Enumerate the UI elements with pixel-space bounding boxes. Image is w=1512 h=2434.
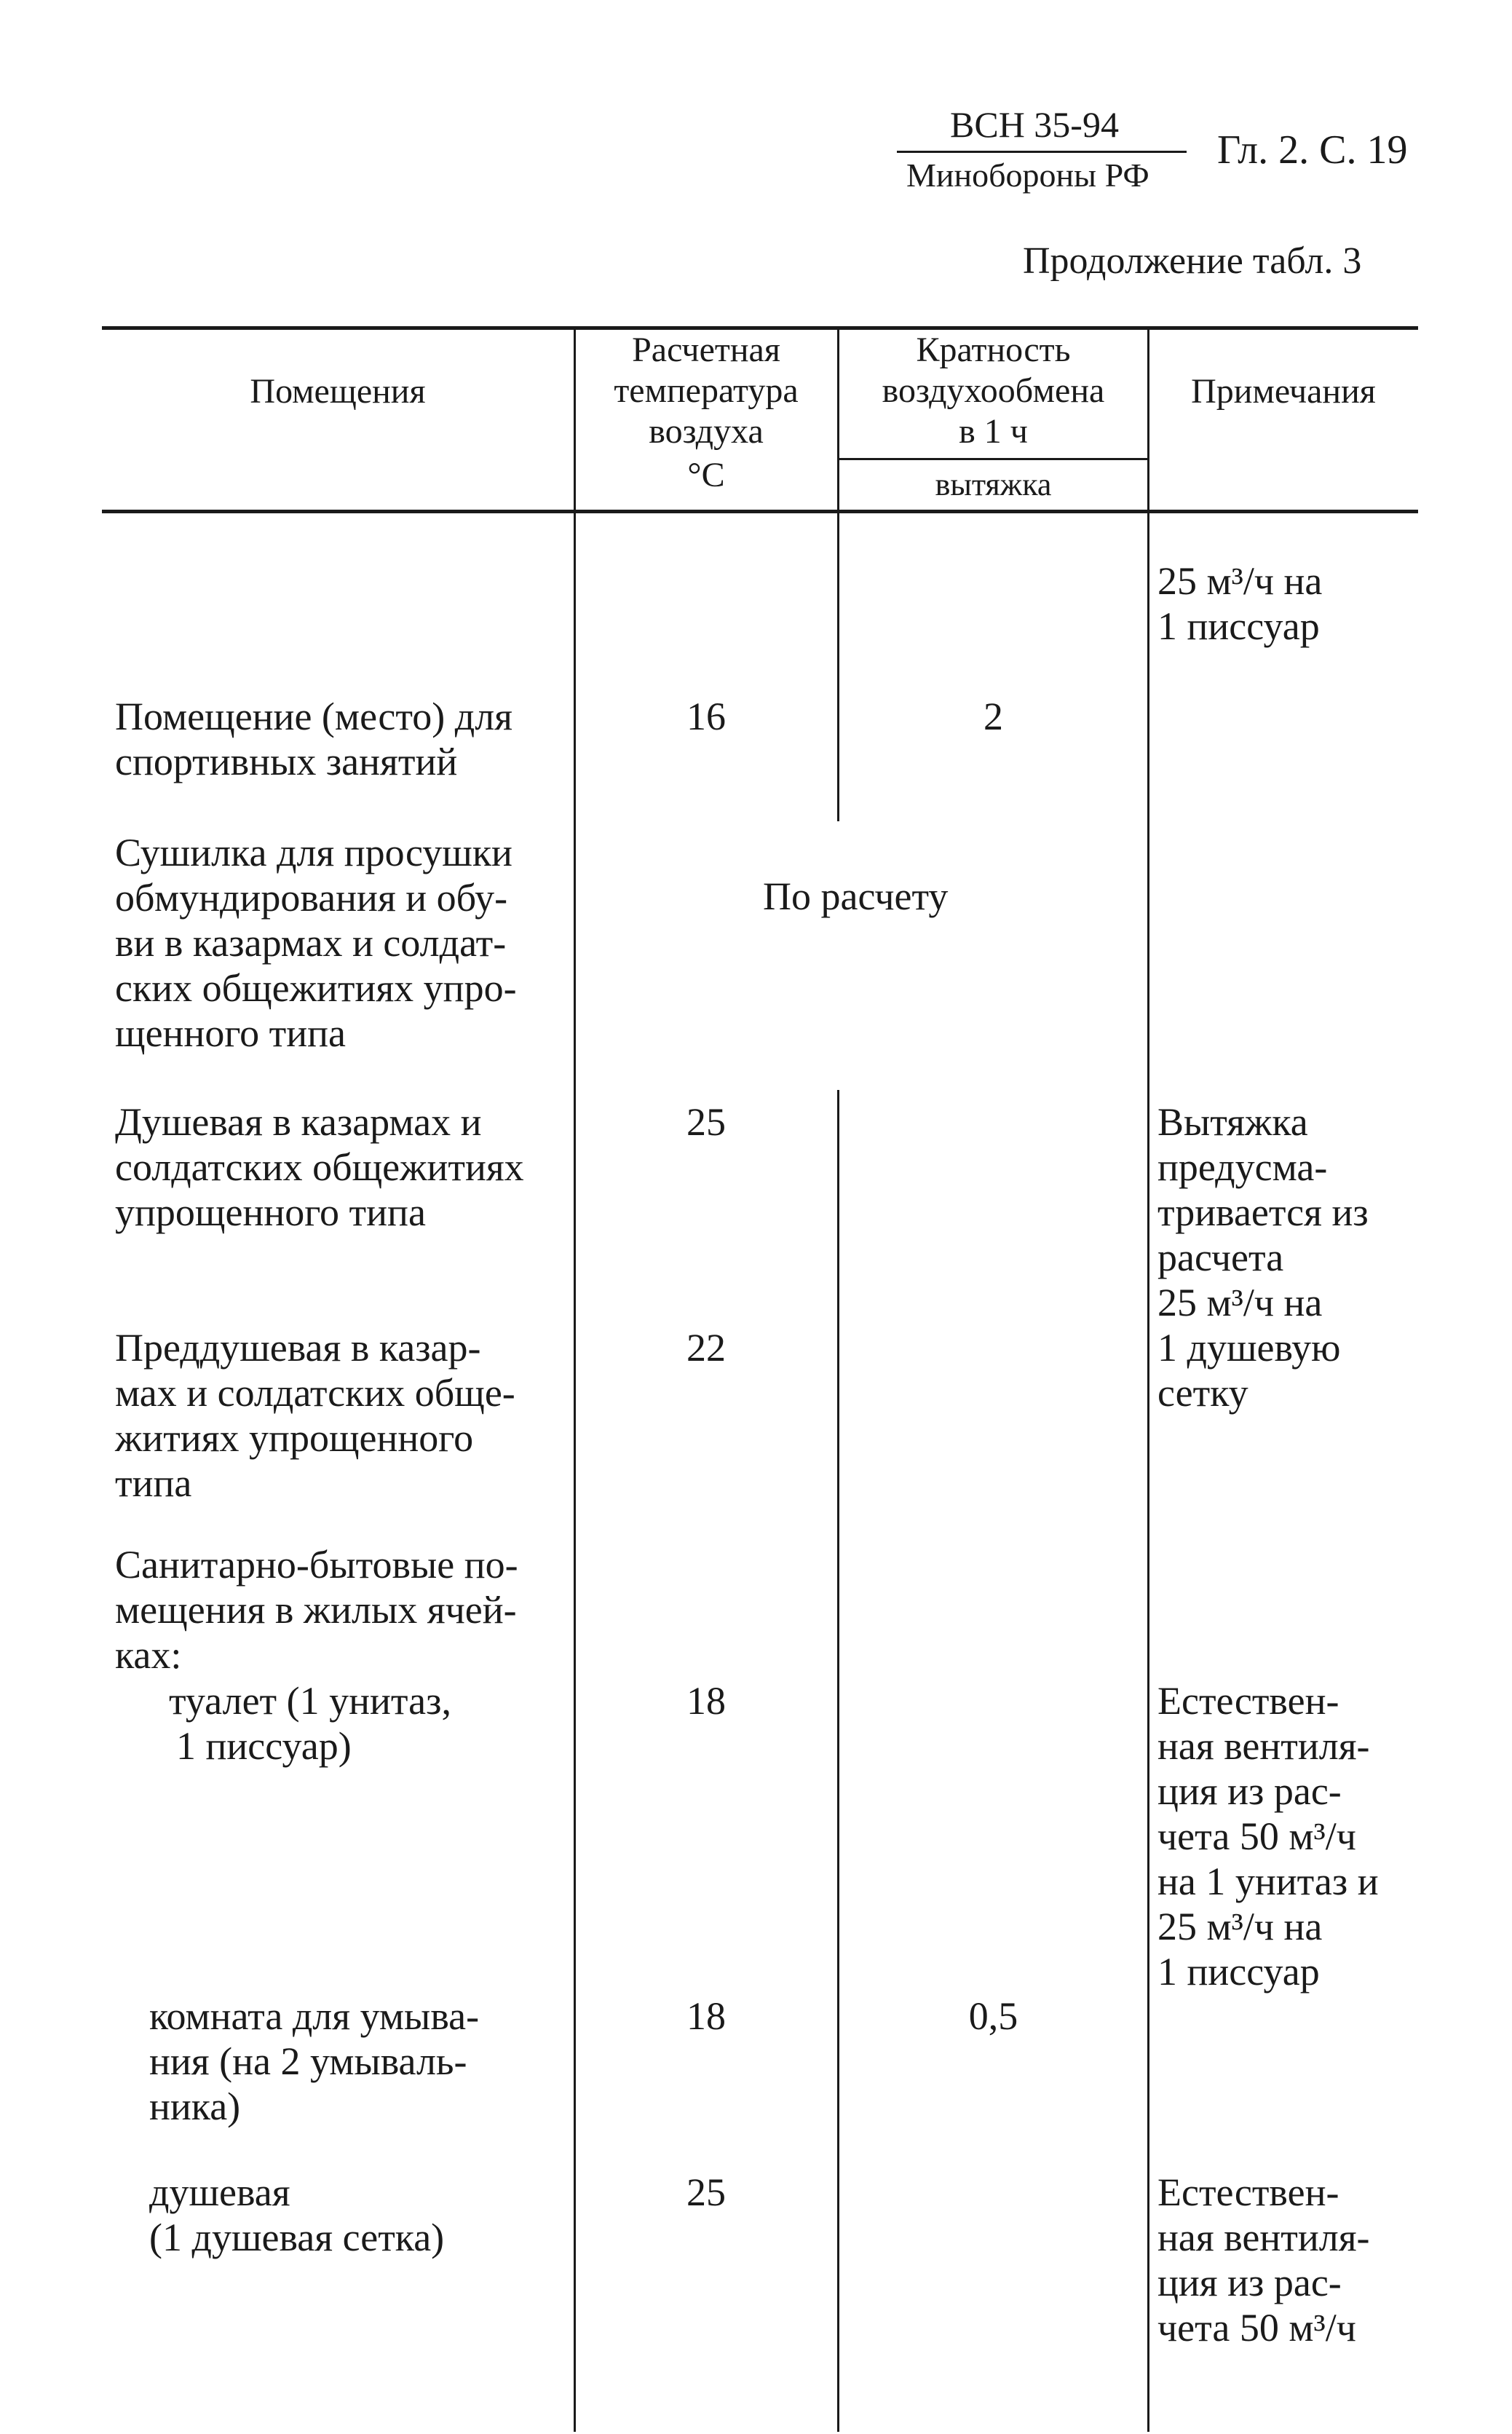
note-line: 1 писсуар [1157,1950,1320,1994]
column-header-rate [839,330,1147,452]
column-rule-rooms [574,326,576,2432]
temperature-value: 22 [686,1326,726,1370]
room-name-line: типа [115,1461,192,1505]
room-name-line: туалет (1 унитаз, [169,1679,451,1723]
room-name-line: спортивных занятий [115,740,458,783]
note-line: ция из рас- [1157,1769,1342,1813]
room-name-line: Душевая в казармах и [115,1100,482,1144]
note-line: 25 м³/ч на [1157,1281,1323,1324]
room-name-line: солдатских общежитиях [115,1145,524,1189]
table-row [169,1678,451,1769]
table-row [115,830,517,1056]
column-header-notes: Примечания [1191,372,1376,411]
column-header-temp [575,330,837,496]
note-line: 1 писсуар [1157,604,1320,648]
note-line: 25 м³/ч на [1157,1905,1323,1948]
note-block [1157,1678,1379,1994]
column-header-temp-line: Расчетная [632,331,780,369]
temperature-value: 25 [686,2170,726,2214]
column-rule-rate [1147,326,1149,2432]
table-row [115,1542,518,1678]
column-header-rate-line: воздухообмена [882,371,1105,410]
room-name-line: Санитарно-бытовые по- [115,1543,518,1587]
room-name-line: мах и солдатских обще- [115,1371,515,1415]
column-header-rooms: Помещения [250,372,426,411]
note-line: Естествен- [1157,1679,1339,1723]
table-caption: Продолжение табл. 3 [1023,240,1362,282]
room-name-line: ника) [149,2085,241,2128]
note-line: ная вентиля- [1157,2216,1370,2259]
document-code-bottom: Минобороны РФ [906,157,1149,194]
column-header-temp-line: воздуха [649,412,764,451]
note-line: ция из рас- [1157,2261,1342,2304]
note-line: сетку [1157,1371,1248,1415]
room-name-line: Помещение (место) для [115,695,512,738]
room-name-line: ках: [115,1633,182,1677]
room-name-line: ви в казармах и солдат- [115,921,507,965]
table-header-bottom-rule [102,510,1418,513]
temperature-value: 16 [686,695,726,738]
room-name-line: мещения в жилых ячей- [115,1588,517,1632]
note-line: расчета [1157,1236,1284,1279]
document-code-top: ВСН 35-94 [950,104,1119,145]
note-line: 1 душевую [1157,1326,1341,1370]
room-name-line: Преддушевая в казар- [115,1326,481,1370]
temperature-value: 25 [686,1100,726,1144]
table-row [115,1325,515,1506]
note-line: тривается из [1157,1190,1369,1234]
rate-subheader-rule [839,458,1147,460]
column-header-rate-subheader: вытяжка [935,467,1052,502]
note-line: предусма- [1157,1145,1328,1189]
column-header-temp-line: температура [614,371,799,410]
room-name-line: ских общежитиях упро- [115,966,517,1010]
room-name-line: комната для умыва- [149,1994,480,2038]
column-header-rate-line: в 1 ч [959,412,1028,451]
room-name-line: ния (на 2 умываль- [149,2039,467,2083]
table-row [115,694,512,784]
room-name-line: упрощенного типа [115,1190,426,1234]
room-name-line: душевая [149,2170,290,2214]
note-line: на 1 унитаз и [1157,1860,1379,1903]
note-line: чета 50 м³/ч [1157,1814,1356,1858]
exchange-rate-value: 2 [983,695,1003,738]
table-row [1157,558,1322,649]
table-row [149,2170,444,2260]
room-name-line: (1 душевая сетка) [149,2216,445,2259]
room-name-line: житиях упрощенного [115,1416,474,1460]
note-line: Естествен- [1157,2170,1339,2214]
table-row [149,1994,479,2129]
room-name-line: Сушилка для просушки [115,831,512,874]
room-name-line: щенного типа [115,1011,347,1055]
exchange-rate-value: 0,5 [968,1994,1018,2038]
temperature-value: 18 [686,1994,726,2038]
note-line: Вытяжка [1157,1100,1308,1144]
page-reference: Гл. 2. С. 19 [1217,127,1408,173]
note-line: чета 50 м³/ч [1157,2306,1356,2350]
temperature-value: 18 [686,1679,726,1723]
note-block [1157,1099,1369,1415]
column-header-temp-unit: °С [687,456,725,494]
note-line: 25 м³/ч на [1157,559,1323,603]
room-name-line: 1 писсуар) [176,1724,352,1768]
column-header-rate-line: Кратность [916,331,1071,369]
table-row [115,1099,524,1235]
column-rule-temp-bottom [837,1090,839,2432]
room-name-line: обмундирования и обу- [115,876,508,920]
note-line: ная вентиля- [1157,1724,1370,1768]
spanning-value: По расчету [763,874,949,918]
note-block [1157,2170,1370,2350]
